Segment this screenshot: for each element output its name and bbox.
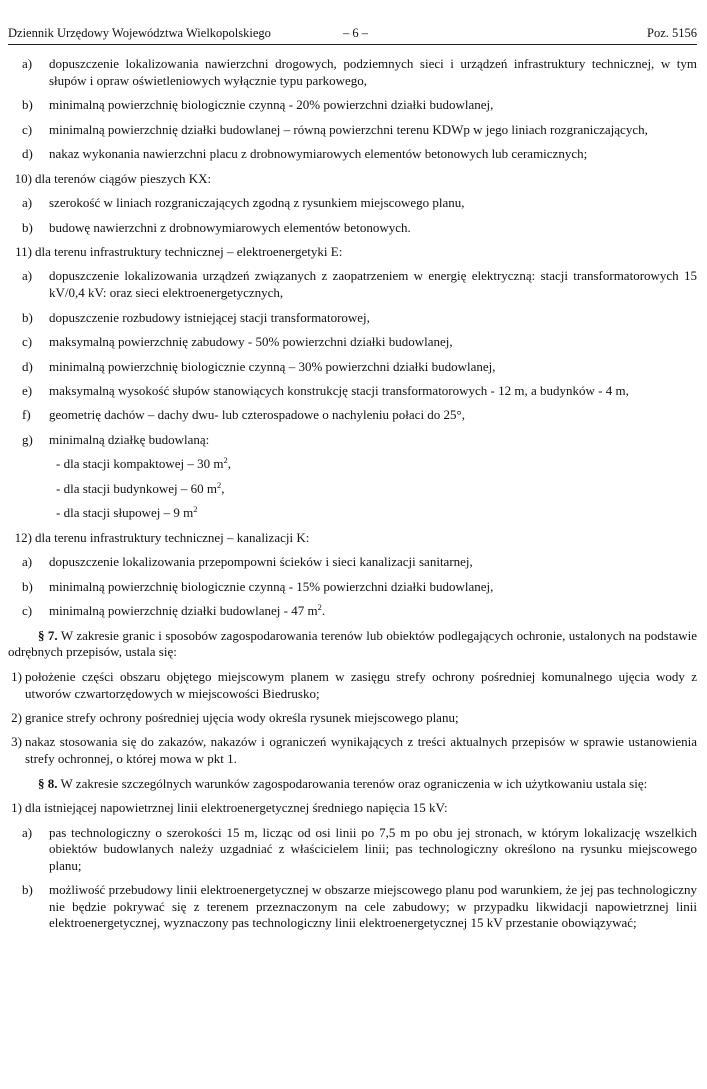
list-item [22, 603, 697, 620]
item-text [49, 603, 697, 620]
list-item [8, 710, 697, 727]
item-text: dopuszczenie lokalizowania urządzeń związanych z zaopatrzeniem w energię elektryczną: stacji transformatorowych 15 kV/0,4 kV: oraz sieci elektroenergetycznych, [49, 268, 697, 301]
dash-end: , [227, 456, 232, 472]
item-text: maksymalną wysokość słupów stanowiących konstrukcję stacji transformatorowych - 12 m, a budynków - 4 m, [49, 383, 629, 398]
list-item [22, 554, 697, 571]
journal-title: Dziennik Urzędowy Województwa Wielkopolskiego [8, 26, 271, 40]
item-text: dopuszczenie lokalizowania nawierzchni drogowych, podziemnych sieci i urządzeń infrastruktury technicznej, w tym słupów i opraw oświetleniowych wyłącznie typu parkowego, [49, 56, 697, 88]
item-text: dla istniejącej napowietrznej linii elektroenergetycznej średniego napięcia 15 kV: [25, 800, 448, 816]
section-sign: § 8. [38, 775, 58, 791]
list-item [8, 800, 697, 817]
dash-item [56, 505, 697, 522]
item-label: a) [22, 56, 33, 71]
item-text: minimalną powierzchnię biologicznie czynną – 30% powierzchni działki budowlanej, [49, 358, 496, 374]
paragraph-8 [8, 776, 697, 793]
item-label: b) [22, 97, 33, 113]
item-label: 2) [11, 710, 22, 725]
list-item [22, 220, 697, 237]
item-text: położenie części obszaru objętego miejscowym planem w zasięgu strefy ochrony pośredniej komunalnego ujęcia wody z utworów czwartorzędowych w miejscowości Biedrusko; [25, 668, 697, 701]
list-item [22, 432, 697, 449]
header-rule [8, 44, 697, 45]
item-text: budowę nawierzchni z drobnowymiarowych elementów betonowych. [49, 219, 411, 235]
list-item [22, 56, 697, 89]
item-label: 10) [14, 170, 32, 186]
list-item [22, 825, 697, 875]
dash-end: , [221, 480, 225, 496]
superscript: 2 [317, 602, 322, 613]
item-text: dla terenu infrastruktury technicznej – elektroenergetyki E: [35, 243, 343, 259]
item-label: c) [22, 334, 33, 350]
item-label: a) [22, 195, 33, 211]
list-item [8, 669, 697, 702]
item-label: c) [22, 121, 33, 137]
item-text: szerokość w liniach rozgraniczających zgodną z rysunkiem miejscowego planu, [49, 195, 465, 211]
item-text: dla terenu infrastruktury technicznej – kanalizacji K: [35, 529, 310, 545]
superscript: 2 [193, 504, 198, 515]
list-item [22, 359, 697, 376]
item-label: b) [22, 219, 33, 235]
page-header [8, 25, 697, 41]
item-label: a) [22, 554, 33, 570]
item-label: d) [22, 358, 33, 374]
item-label: c) [22, 603, 33, 619]
item-text: pas technologiczny o szerokości 15 m, licząc od osi linii po 7,5 m po obu jej stronach, w którym lokalizację wszelkich obiektów budowlanych należy uzgadniać z właścicielem linii; pas technologiczny określono na rysunku miejscowego planu; [49, 824, 697, 873]
item-label: e) [22, 383, 33, 398]
list-item [22, 383, 697, 400]
item-text: minimalną powierzchnię biologicznie czynną - 20% powierzchni działki budowlanej, [49, 97, 494, 113]
item-text: minimalną powierzchnię biologicznie czynną - 15% powierzchni działki budowlanej, [49, 578, 494, 594]
list-item [22, 882, 697, 932]
item-text: geometrię dachów – dachy dwu- lub czterospadowe o nachyleniu połaci do 25°, [49, 407, 466, 423]
list-item [22, 146, 697, 163]
dash-item [56, 456, 697, 473]
list-item [22, 407, 697, 424]
page-number: – 6 – [343, 26, 368, 40]
item-label: f) [22, 407, 31, 423]
superscript: 2 [223, 455, 228, 466]
item-label: 12) [14, 529, 32, 545]
item-label: 11) [15, 243, 32, 259]
section-sign: § 7. [38, 627, 58, 643]
item-text: nakaz stosowania się do zakazów, nakazów i ograniczeń wynikających z treści aktualnych przepisów w sprawie ustanowienia strefy ochronnej, o której mowa w pkt 1. [25, 734, 697, 767]
item-label: 1) [11, 668, 22, 684]
item-text-main: minimalną powierzchnię działki budowlanej - 47 m [49, 603, 318, 619]
list-item [22, 334, 697, 351]
item-label: 3) [11, 734, 22, 750]
list-item [8, 171, 697, 188]
paragraph-text: W zakresie szczególnych warunków zagospodarowania terenów oraz ograniczenia w ich użytkowaniu ustala się: [57, 775, 648, 791]
list-item [8, 734, 697, 767]
document-body [8, 56, 697, 940]
list-item [22, 268, 697, 301]
paragraph-7 [8, 628, 697, 661]
position-number: Poz. 5156 [647, 26, 697, 40]
list-item [22, 195, 697, 212]
dash-text: - dla stacji kompaktowej – 30 m [56, 456, 224, 472]
item-text: minimalną działkę budowlaną: [49, 431, 210, 447]
dash-text: - dla stacji słupowej – 9 m [56, 505, 194, 521]
list-item [22, 310, 697, 327]
item-label: 1) [11, 800, 22, 816]
item-text: dopuszczenie rozbudowy istniejącej stacji transformatorowej, [49, 309, 370, 325]
dash-text: - dla stacji budynkowej – 60 m [56, 480, 218, 496]
item-label: a) [22, 268, 33, 284]
item-text-end: . [321, 603, 326, 619]
item-text: dopuszczenie lokalizowania przepompowni ścieków i sieci kanalizacji sanitarnej, [49, 554, 473, 570]
list-item [22, 122, 697, 139]
item-label: b) [22, 882, 33, 898]
item-label: g) [22, 431, 33, 447]
dash-item [56, 481, 697, 498]
item-text: minimalną powierzchnię działki budowlanej – równą powierzchni terenu KDWp w jego liniach rozgraniczających, [49, 121, 648, 137]
list-item [8, 244, 697, 261]
item-text: dla terenów ciągów pieszych KX: [35, 170, 212, 186]
item-text: granice strefy ochrony pośredniej ujęcia wody określa rysunek miejscowego planu; [25, 710, 459, 725]
list-item [8, 530, 697, 547]
list-item [22, 579, 697, 596]
paragraph-text: W zakresie granic i sposobów zagospodarowania terenów lub obiektów podlegających ochronie, ustalonych na podstawie odrębnych przepisów, ustala się: [8, 627, 697, 660]
item-text: możliwość przebudowy linii elektroenergetycznej w obszarze miejscowego planu pod warunkiem, że jej pas technologiczny nie będzie pokrywać się z terenem przeznaczonym na cele zabudowy; w przypadku likwidacji napowietrznej linii elektroenergetycznej, wyznaczony pas technologiczny linii elektroenergetycznej 15 kV przestanie obowiązywać; [49, 882, 697, 931]
item-label: d) [22, 146, 33, 162]
item-text: nakaz wykonania nawierzchni placu z drobnowymiarowych elementów betonowych lub ceramicznych; [49, 146, 588, 162]
item-text: maksymalną powierzchnię zabudowy - 50% powierzchni działki budowlanej, [49, 334, 453, 350]
list-item [22, 97, 697, 114]
superscript: 2 [217, 479, 222, 490]
item-label: b) [22, 309, 33, 325]
item-label: b) [22, 578, 33, 594]
item-label: a) [22, 824, 33, 840]
